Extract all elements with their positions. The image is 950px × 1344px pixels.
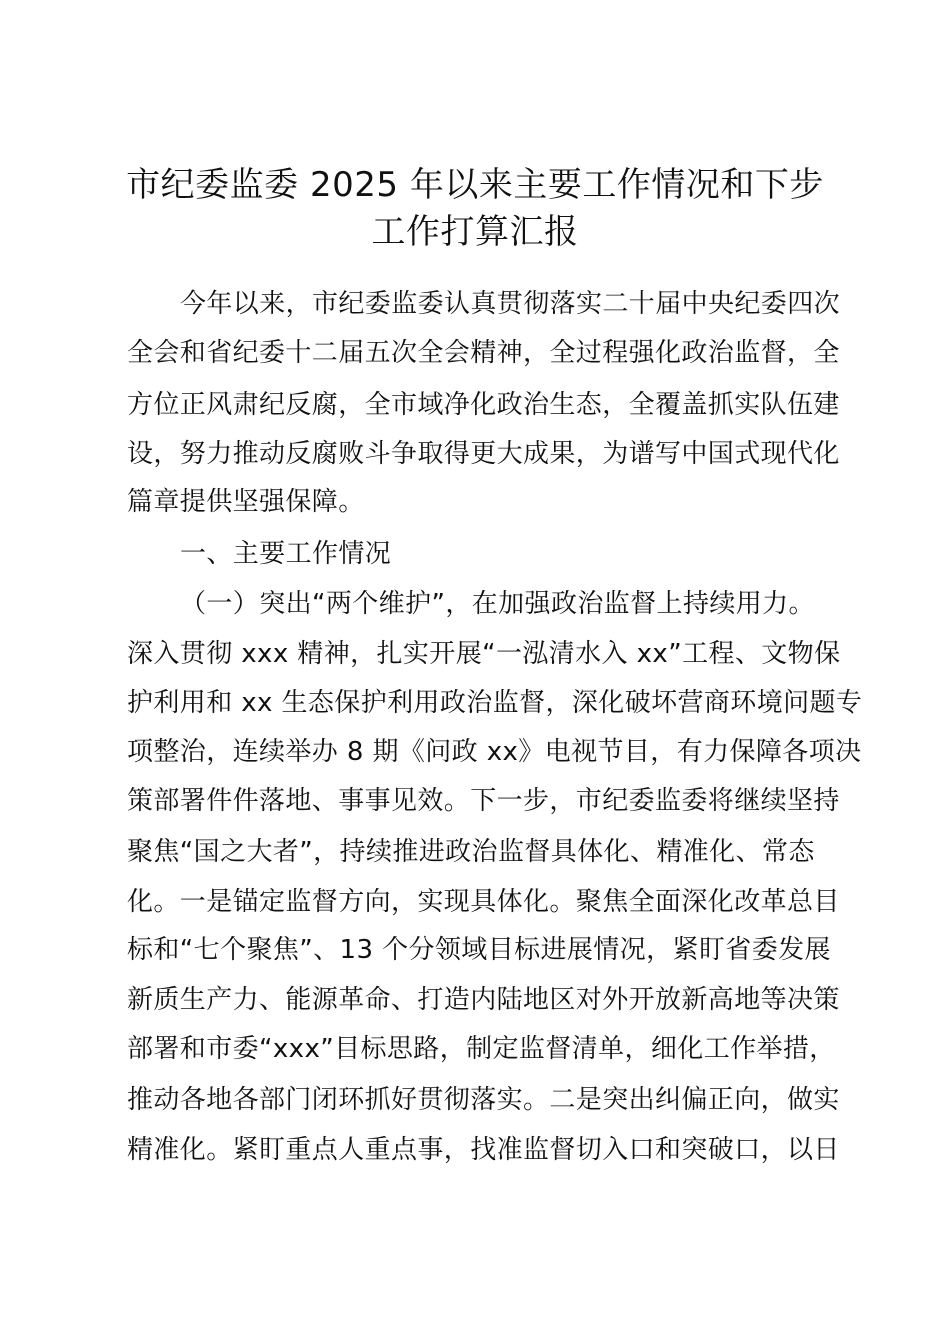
paragraph-intro-line-5: 篇章提供坚强保障。 — [127, 487, 365, 517]
body-line: 深入贯彻 xxx 精神，扎实开展“一泓清水入 xx”工程、文物保 — [127, 639, 841, 669]
body-line: 化。一是锚定监督方向，实现具体化。聚焦全面深化改革总目 — [127, 887, 840, 917]
body-line: 精准化。紧盯重点人重点事，找准监督切入口和突破口，以日 — [127, 1135, 840, 1165]
body-line: 策部署件件落地、事事见效。下一步，市纪委监委将继续坚持 — [127, 786, 840, 816]
body-line: 推动各地各部门闭环抓好贯彻落实。二是突出纠偏正向，做实 — [127, 1085, 840, 1115]
document-title-line-1: 市纪委监委 2025 年以来主要工作情况和下步 — [126, 165, 824, 205]
paragraph-intro-line-3: 方位正风肃纪反腐，全市域净化政治生态，全覆盖抓实队伍建 — [127, 390, 840, 420]
body-line: 部署和市委“xxx”目标思路，制定监督清单，细化工作举措， — [127, 1034, 836, 1064]
section-heading: 一、主要工作情况 — [180, 539, 392, 569]
paragraph-intro-line-2: 全会和省纪委十二届五次全会精神，全过程强化政治监督，全 — [127, 338, 840, 368]
body-line: 聚焦“国之大者”，持续推进政治监督具体化、精准化、常态 — [127, 837, 815, 867]
body-line: 项整治，连续举办 8 期《问政 xx》电视节目，有力保障各项决 — [127, 737, 862, 767]
body-line: 新质生产力、能源革命、打造内陆地区对外开放新高地等决策 — [127, 985, 840, 1015]
paragraph-intro-line-4: 设，努力推动反腐败斗争取得更大成果，为谱写中国式现代化 — [127, 439, 840, 469]
paragraph-intro-line-1: 今年以来，市纪委监委认真贯彻落实二十届中央纪委四次 — [180, 289, 841, 319]
body-line: 护利用和 xx 生态保护利用政治监督，深化破坏营商环境问题专 — [127, 688, 863, 718]
subsection-heading: （一）突出“两个维护”，在加强政治监督上持续用力。 — [180, 589, 815, 619]
body-line: 标和“七个聚焦”、13 个分领域目标进展情况，紧盯省委发展 — [127, 935, 831, 965]
document-title-line-2: 工作打算汇报 — [371, 212, 579, 252]
